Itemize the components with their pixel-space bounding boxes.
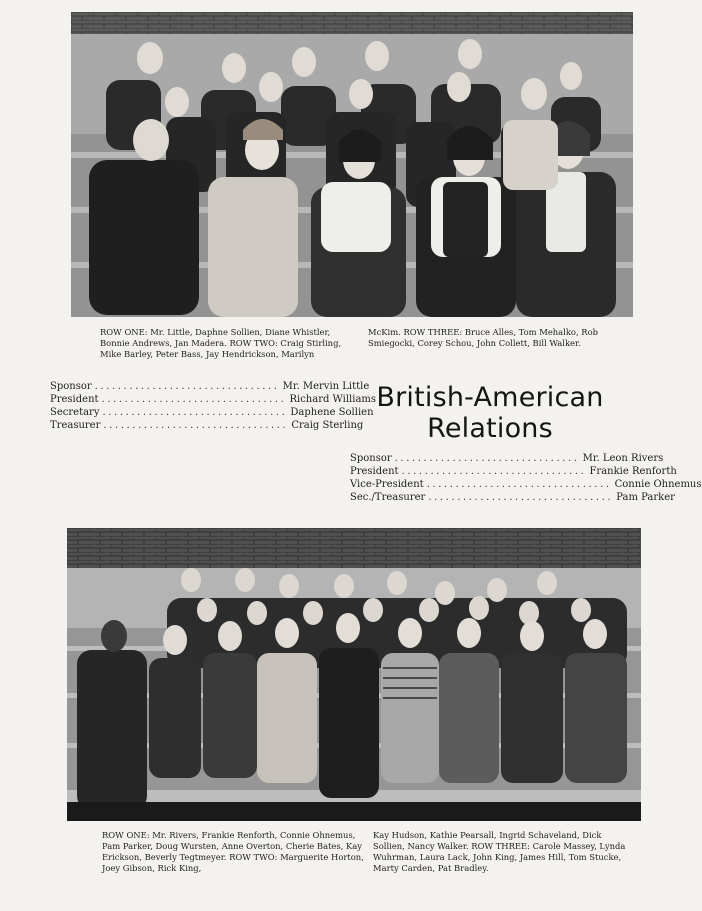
officer-row-sec-treasurer [350,491,675,504]
club-group-photo-bottom [67,528,641,821]
leader-dots: ................................ [101,394,287,405]
top-photo-caption-left: ROW ONE: Mr. Little, Daphne Sollien, Diane Whistler, Bonnie Andrews, Jan Madera. ROW TWO: Craig Stirling, Mike Barley, Peter Bass, Jay Hendrickson, Marilyn [100,327,342,359]
officer-name: Frankie Renforth [589,466,677,477]
officer-name: Craig Sterling [291,420,364,431]
officer-row-secretary [50,406,374,419]
officer-row-president [350,465,677,478]
officer-name: Pam Parker [616,492,675,503]
officer-role: Sponsor [50,381,92,392]
officer-row-sponsor [50,380,370,393]
leader-dots: ................................ [102,407,288,418]
officers-list-left [50,380,377,432]
officer-row-treasurer [50,419,364,432]
officer-role: Vice-President [350,479,424,490]
officer-role: Sponsor [350,453,392,464]
club-title-line1: British-American [376,382,604,413]
club-title [360,382,620,444]
leader-dots: ................................ [394,453,580,464]
leader-dots: ................................ [401,466,587,477]
officer-name: Mr. Leon Rivers [582,453,664,464]
officer-name: Daphene Sollien [290,407,374,418]
officer-role: Secretary [50,407,100,418]
club-group-photo-top [71,12,633,317]
leader-dots: ................................ [94,381,280,392]
officer-row-vice-president [350,478,702,491]
top-photo-caption-right: McKim. ROW THREE: Bruce Alles, Tom Mehalko, Rob Smiegocki, Corey Schou, John Collett, Bill Walker. [368,327,598,348]
bottom-photo-caption-right: Kay Hudson, Kathie Pearsall, Ingrid Schaveland, Dick Sollien, Nancy Walker. ROW THREE: Carole Massey, Lynda Wuhrman, Laura Lack, John King, James Hill, Tom Stucke, Marty Carden, Pat Bradley. [373,830,626,873]
bottom-photo-caption-left: ROW ONE: Mr. Rivers, Frankie Renforth, Connie Ohnemus, Pam Parker, Doug Wursten, Anne Overton, Cherie Bates, Kay Erickson, Beverly Tegtmeyer. ROW TWO: Marguerite Horton, Joey Gibson, Rick King, [102,830,364,873]
leader-dots: ................................ [103,420,289,431]
officer-role: Treasurer [50,420,101,431]
leader-dots: ................................ [428,492,614,503]
officer-name: Mr. Mervin Little [282,381,370,392]
officer-role: President [50,394,99,405]
officer-role: Sec./Treasurer [350,492,426,503]
club-title-line2: Relations [427,413,553,444]
officer-role: President [350,466,399,477]
officers-list-right [350,452,702,504]
officer-name: Richard Williams [289,394,377,405]
officer-row-sponsor [350,452,664,465]
leader-dots: ................................ [426,479,612,490]
officer-row-president [50,393,377,406]
officer-name: Connie Ohnemus [614,479,702,490]
